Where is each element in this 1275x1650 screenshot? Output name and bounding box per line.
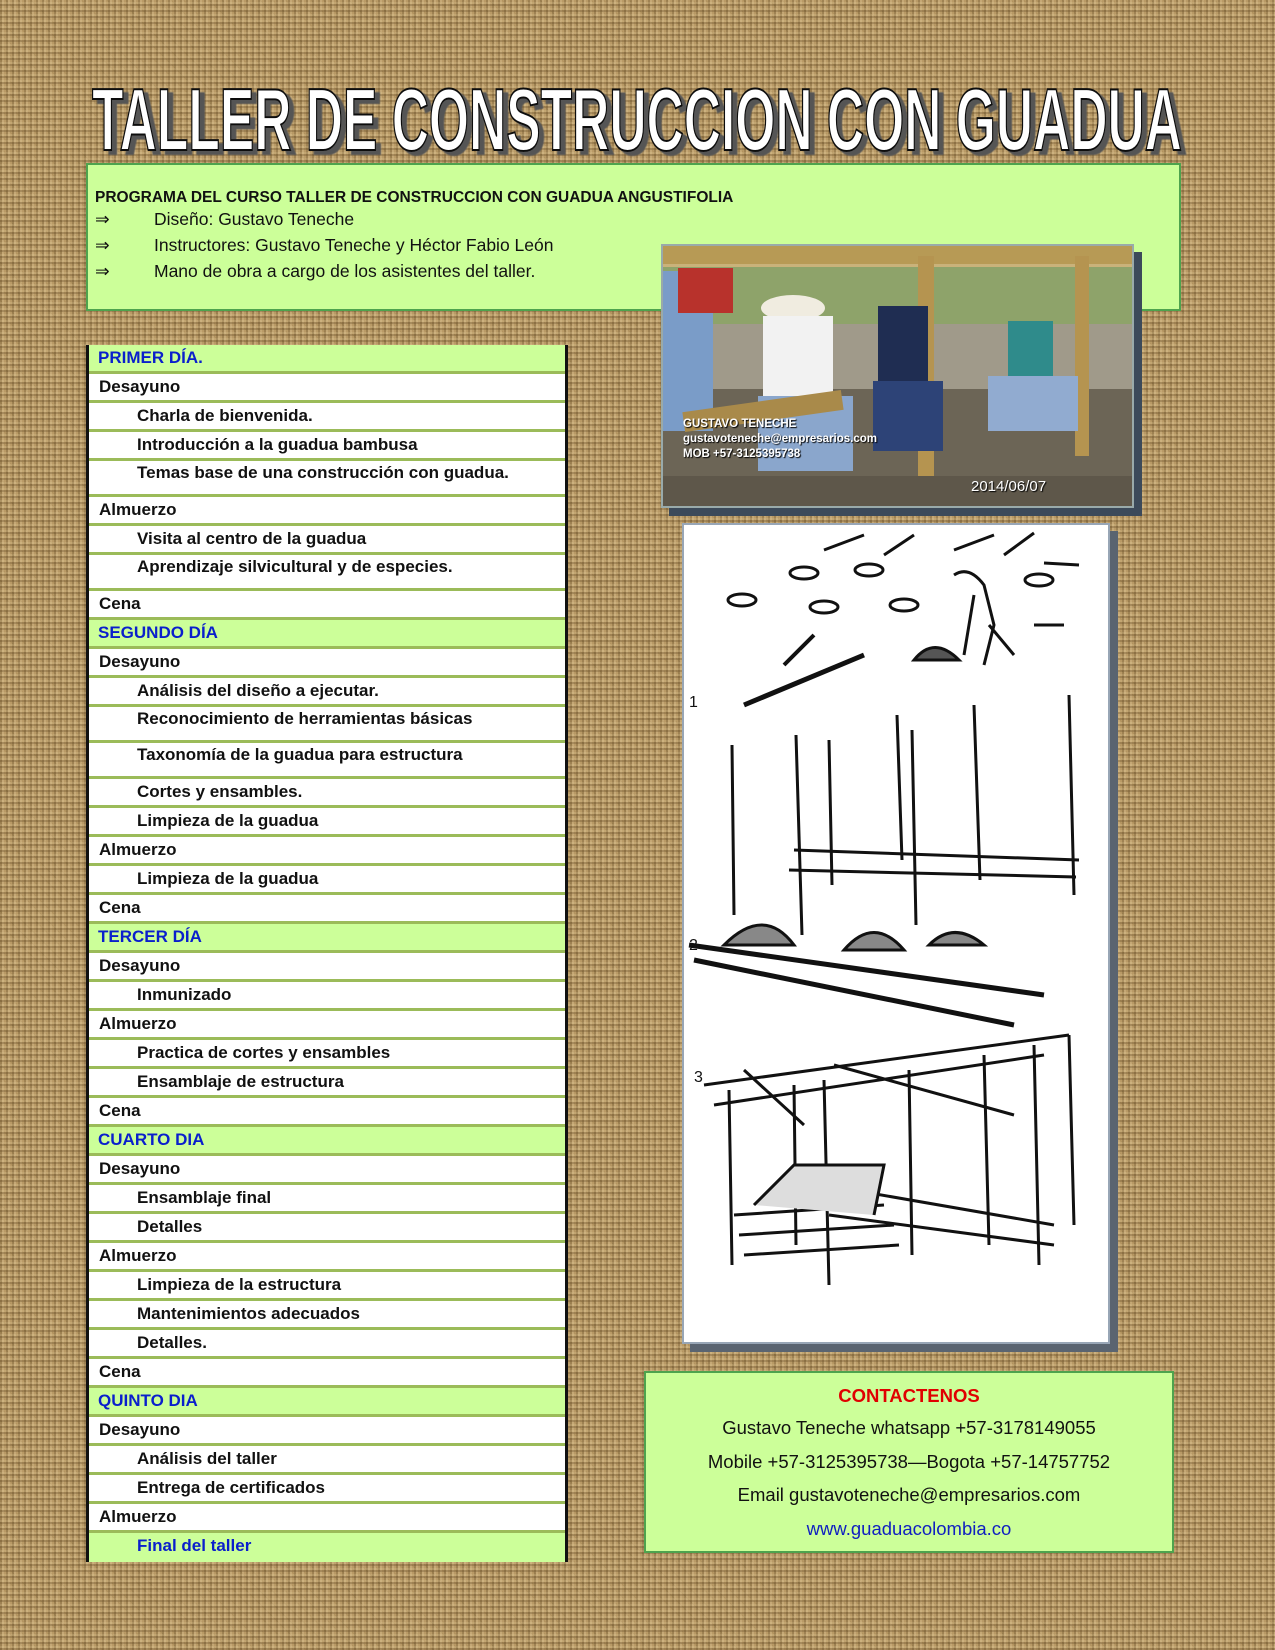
schedule-row [89, 374, 565, 403]
day-title: PRIMER DÍA. [98, 348, 203, 367]
contact-box [644, 1371, 1174, 1553]
contact-heading: CONTACTENOS [838, 1385, 980, 1406]
meal-label: Desayuno [99, 1420, 181, 1439]
meal-label: Desayuno [99, 956, 181, 975]
schedule-row [89, 678, 565, 707]
meal-label: Almuerzo [99, 840, 177, 859]
meal-label: Desayuno [99, 652, 181, 671]
stage-2-sketch [689, 695, 1079, 1025]
schedule-row [89, 1243, 565, 1272]
bullet-text: Diseño: Gustavo Teneche [154, 209, 355, 229]
activity-label: Mantenimientos adecuados [137, 1304, 360, 1323]
activity-label: Charla de bienvenida. [137, 406, 313, 425]
day-header-row [89, 345, 565, 374]
program-bullet [95, 209, 354, 230]
schedule-row [89, 1475, 565, 1504]
day-header-row [89, 1388, 565, 1417]
meal-label: Desayuno [99, 1159, 181, 1178]
page-title [90, 80, 1190, 160]
meal-label: Almuerzo [99, 1246, 177, 1265]
photo-watermark-name: GUSTAVO TENECHE [683, 418, 797, 430]
schedule-row [89, 526, 565, 555]
schedule-row [89, 982, 565, 1011]
schedule-table [86, 345, 568, 1562]
schedule-row [89, 555, 565, 591]
schedule-row [89, 1040, 565, 1069]
schedule-row [89, 707, 565, 743]
schedule-row [89, 649, 565, 678]
activity-label: Final del taller [137, 1536, 252, 1555]
schedule-row [89, 953, 565, 982]
schedule-row [89, 895, 565, 924]
schedule-row [89, 591, 565, 620]
meal-label: Almuerzo [99, 500, 177, 519]
activity-label: Detalles [137, 1217, 203, 1236]
meal-label: Cena [99, 1101, 141, 1120]
program-bullet [95, 235, 553, 256]
bullet-text: Instructores: Gustavo Teneche y Héctor Fabio León [154, 235, 554, 255]
activity-label: Ensamblaje de estructura [137, 1072, 344, 1091]
meal-label: Cena [99, 898, 141, 917]
schedule-row [89, 866, 565, 895]
photo-watermark-phone: MOB +57-3125395738 [683, 448, 801, 460]
stage-1-sketch [728, 533, 1079, 705]
day-header-row [89, 1127, 565, 1156]
contact-whatsapp: Gustavo Teneche whatsapp +57-3178149055 [722, 1417, 1096, 1438]
photo-date-stamp: 2014/06/07 [971, 478, 1047, 495]
day-title: SEGUNDO DÍA [98, 623, 218, 642]
activity-label: Practica de cortes y ensambles [137, 1043, 391, 1062]
schedule-row [89, 1272, 565, 1301]
schedule-row [89, 1098, 565, 1127]
stage-3-sketch [704, 1035, 1074, 1285]
contact-phones: Mobile +57-3125395738—Bogota +57-14757752 [707, 1451, 1111, 1472]
activity-label: Limpieza de la estructura [137, 1275, 342, 1294]
step-label: 1 [689, 694, 698, 711]
activity-label: Análisis del taller [137, 1449, 277, 1468]
schedule-row [89, 432, 565, 461]
schedule-row [89, 779, 565, 808]
day-header-row [89, 924, 565, 953]
day-title: QUINTO DIA [98, 1391, 198, 1410]
schedule-row [89, 743, 565, 779]
activity-label: Taxonomía de la guadua para estructura [137, 745, 463, 764]
activity-label: Limpieza de la guadua [137, 869, 319, 888]
schedule-row [89, 1011, 565, 1040]
schedule-row [89, 1301, 565, 1330]
program-bullet [95, 261, 535, 282]
activity-label: Análisis del diseño a ejecutar. [137, 681, 379, 700]
construction-sketch [684, 525, 1108, 1342]
day-title: CUARTO DIA [98, 1130, 205, 1149]
contact-email: Email gustavoteneche@empresarios.com [737, 1484, 1081, 1505]
program-heading: PROGRAMA DEL CURSO TALLER DE CONSTRUCCION CON GUADUA ANGUSTIFOLIA [95, 189, 734, 206]
schedule-row [89, 403, 565, 432]
schedule-row [89, 461, 565, 497]
schedule-row [89, 497, 565, 526]
schedule-row [89, 1330, 565, 1359]
activity-label: Ensamblaje final [137, 1188, 272, 1207]
meal-label: Cena [99, 594, 141, 613]
schedule-row [89, 1359, 565, 1388]
workshop-photo [661, 244, 1134, 508]
schedule-row [89, 1214, 565, 1243]
arrow-right-icon: ⇒ [95, 261, 110, 281]
arrow-right-icon: ⇒ [95, 209, 110, 229]
schedule-row [89, 837, 565, 866]
schedule-row [89, 1185, 565, 1214]
activity-label: Detalles. [137, 1333, 207, 1352]
meal-label: Cena [99, 1362, 141, 1381]
activity-label: Reconocimiento de herramientas básicas [137, 709, 473, 728]
schedule-row [89, 1504, 565, 1533]
activity-label: Visita al centro de la guadua [137, 529, 367, 548]
step-label: 2 [689, 937, 698, 954]
schedule-row [89, 1417, 565, 1446]
activity-label: Introducción a la guadua bambusa [137, 435, 418, 454]
schedule-row [89, 808, 565, 837]
day-header-row [89, 620, 565, 649]
bullet-text: Mano de obra a cargo de los asistentes del taller. [154, 261, 536, 281]
meal-label: Almuerzo [99, 1507, 177, 1526]
activity-label: Limpieza de la guadua [137, 811, 319, 830]
schedule-row [89, 1156, 565, 1185]
step-label: 3 [694, 1069, 703, 1086]
schedule-row [89, 1069, 565, 1098]
meal-label: Desayuno [99, 377, 181, 396]
construction-drawing [682, 523, 1110, 1344]
title-text: TALLER DE CONSTRUCCION CON GUADUA [92, 80, 1182, 160]
arrow-right-icon: ⇒ [95, 235, 110, 255]
activity-label: Aprendizaje silvicultural y de especies. [137, 557, 453, 576]
activity-label: Entrega de certificados [137, 1478, 326, 1497]
schedule-row [89, 1446, 565, 1475]
activity-label: Inmunizado [137, 985, 232, 1004]
photo-scene [663, 246, 1134, 508]
activity-label: Temas base de una construcción con guadua. [137, 463, 509, 482]
schedule-row [89, 1533, 565, 1562]
meal-label: Almuerzo [99, 1014, 177, 1033]
day-title: TERCER DÍA [98, 927, 202, 946]
website-link[interactable]: www.guaduacolombia.co [806, 1518, 1012, 1539]
photo-watermark-email: gustavoteneche@empresarios.com [683, 433, 878, 445]
activity-label: Cortes y ensambles. [137, 782, 303, 801]
